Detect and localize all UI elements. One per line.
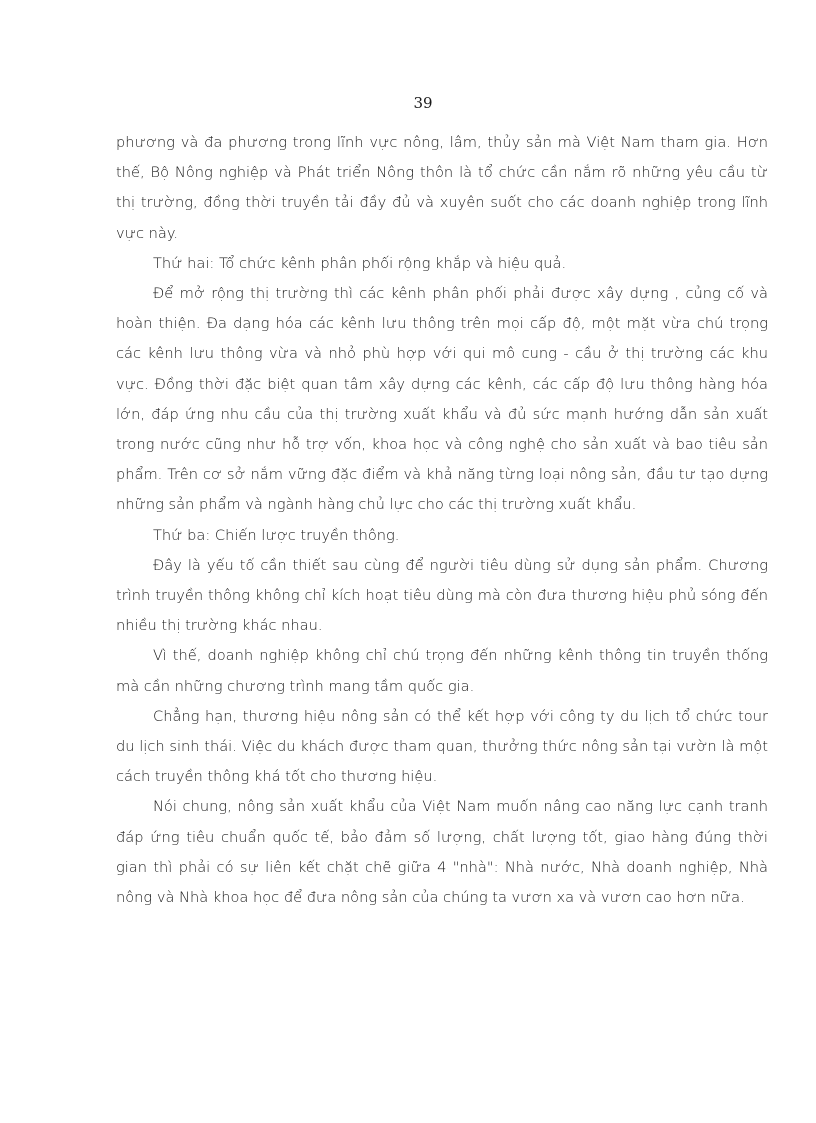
paragraph-4: Thứ ba: Chiến lược truyền thông. [153,526,400,544]
paragraph-3: Để mở rộng thị trường thì các kênh phân phối phải được xây dựng , củng cố và hoàn thiện. Đa dạng hóa các kênh lưu thông trên mọi cấp độ, một mặt vừa chú trọng các kênh lưu thông vừa và nhỏ phù hợp với qui mô cung - cầu ở thị trường các khu vực. Đồng thời đặc biệt quan tâm xây dựng các kênh, các cấp độ lưu thông hàng hóa lớn, đáp ứng nhu cầu của thị trường xuất khẩu và đủ sức mạnh hướng dẫn sản xuất trong nước cũng như hỗ trợ vốn, khoa học và công nghệ cho sản xuất và bao tiêu sản phẩm. Trên cơ sở nắm vững đặc điểm và khả năng từng loại nông sản, đầu tư tạo dựng những sản phẩm và ngành hàng chủ lực cho các thị trường xuất khẩu. [116,285,768,514]
page-number: 39 [413,94,433,112]
paragraph-6: Vì thế, doanh nghiệp không chỉ chú trọng đến những kênh thông tin truyền thống mà cần những chương trình mang tầm quốc gia. [116,647,768,695]
paragraph-8: Nói chung, nông sản xuất khẩu của Việt Nam muốn nâng cao năng lực cạnh tranh đáp ứng tiêu chuẩn quốc tế, bảo đảm số lượng, chất lượng tốt, giao hàng đúng thời gian thì phải có sự liên kết chặt chẽ giữa 4 "nhà": Nhà nước, Nhà doanh nghiệp, Nhà nông và Nhà khoa học để đưa nông sản của chúng ta vươn xa và vươn cao hơn nữa. [116,798,768,907]
paragraph-2: Thứ hai: Tổ chức kênh phân phối rộng khắp và hiệu quả. [153,254,567,272]
paragraph-1: phương và đa phương trong lĩnh vực nông, lâm, thủy sản mà Việt Nam tham gia. Hơn thế, Bộ Nông nghiệp và Phát triển Nông thôn là tổ chức cần nắm rõ những yêu cầu từ thị trường, đồng thời truyền tải đầy đủ và xuyên suốt cho các doanh nghiệp trong lĩnh vực này. [116,134,768,242]
paragraph-7: Chẳng hạn, thương hiệu nông sản có thể kết hợp với công ty du lịch tổ chức tour du lịch sinh thái. Việc du khách được tham quan, thưởng thức nông sản tại vườn là một cách truyền thông khá tốt cho thương hiệu. [116,707,768,786]
paragraph-5: Đây là yếu tố cần thiết sau cùng để người tiêu dùng sử dụng sản phẩm. Chương trình truyền thông không chỉ kích hoạt tiêu dùng mà còn đưa thương hiệu phủ sóng đến nhiều thị trường khác nhau. [116,556,768,635]
body-text [116,128,768,913]
